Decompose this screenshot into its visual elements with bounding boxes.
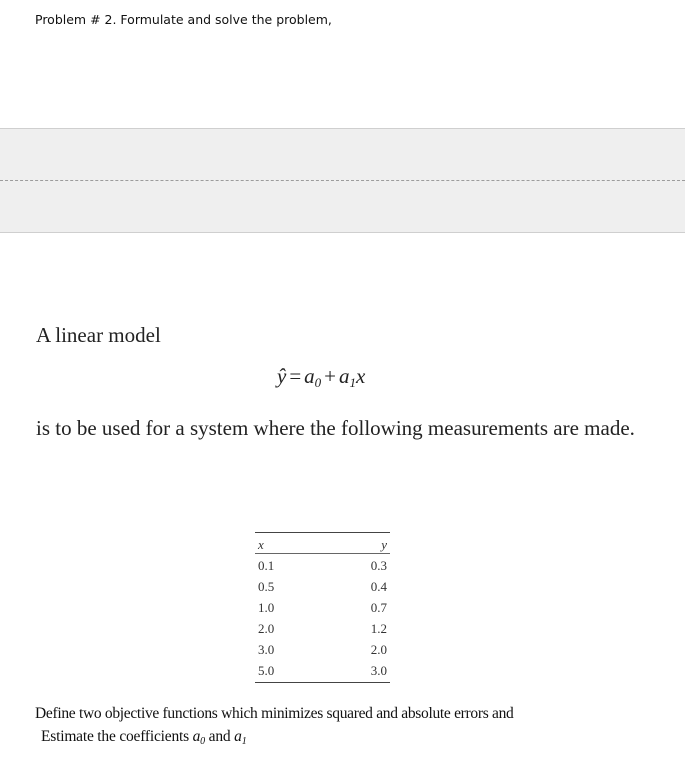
coef-a1: $a_1$ — [339, 364, 357, 390]
model-equation — [277, 364, 365, 391]
plus-sign: + — [324, 364, 337, 388]
footer-a1: $a_1$ — [234, 728, 247, 747]
cell-y: 0.3 — [370, 558, 387, 573]
table-row — [255, 618, 390, 639]
cell-y: 0.4 — [370, 579, 387, 594]
problem-paragraph: is to be used for a system where the following measurements are made. — [36, 416, 635, 440]
var-x: x — [356, 364, 366, 388]
dashed-divider — [0, 180, 685, 181]
footer-a0: $a_0$ — [192, 728, 205, 747]
cell-y: 0.7 — [370, 600, 387, 615]
cell-x: 1.0 — [258, 600, 275, 615]
header-y: y — [381, 537, 387, 552]
cell-y: 2.0 — [370, 642, 387, 657]
cell-x: 5.0 — [258, 663, 275, 678]
table-body — [255, 554, 390, 683]
table-row — [255, 660, 390, 681]
footer-line-2: Estimate the coefficients $a_0$ and $a_1$ — [41, 728, 247, 747]
header-x: x — [258, 537, 264, 552]
table-row — [255, 576, 390, 597]
measurements-table — [255, 532, 390, 683]
footer-line-1: Define two objective functions which minimizes squared and absolute errors and — [35, 705, 514, 722]
table-row — [255, 597, 390, 618]
model-intro-text: A linear model — [36, 323, 161, 347]
coef-a0: $a_0$ — [304, 364, 322, 390]
cell-y: 3.0 — [370, 663, 387, 678]
cell-x: 2.0 — [258, 621, 275, 636]
problem-header: Problem # 2. Formulate and solve the problem, — [35, 12, 332, 27]
table-row — [255, 639, 390, 660]
y-hat: ŷ — [277, 364, 287, 388]
table-header-row — [255, 533, 390, 554]
cell-y: 1.2 — [370, 621, 387, 636]
cell-x: 3.0 — [258, 642, 275, 657]
cell-x: 0.5 — [258, 579, 275, 594]
equals-sign: = — [289, 364, 302, 388]
cell-x: 0.1 — [258, 558, 275, 573]
table-row — [255, 555, 390, 576]
